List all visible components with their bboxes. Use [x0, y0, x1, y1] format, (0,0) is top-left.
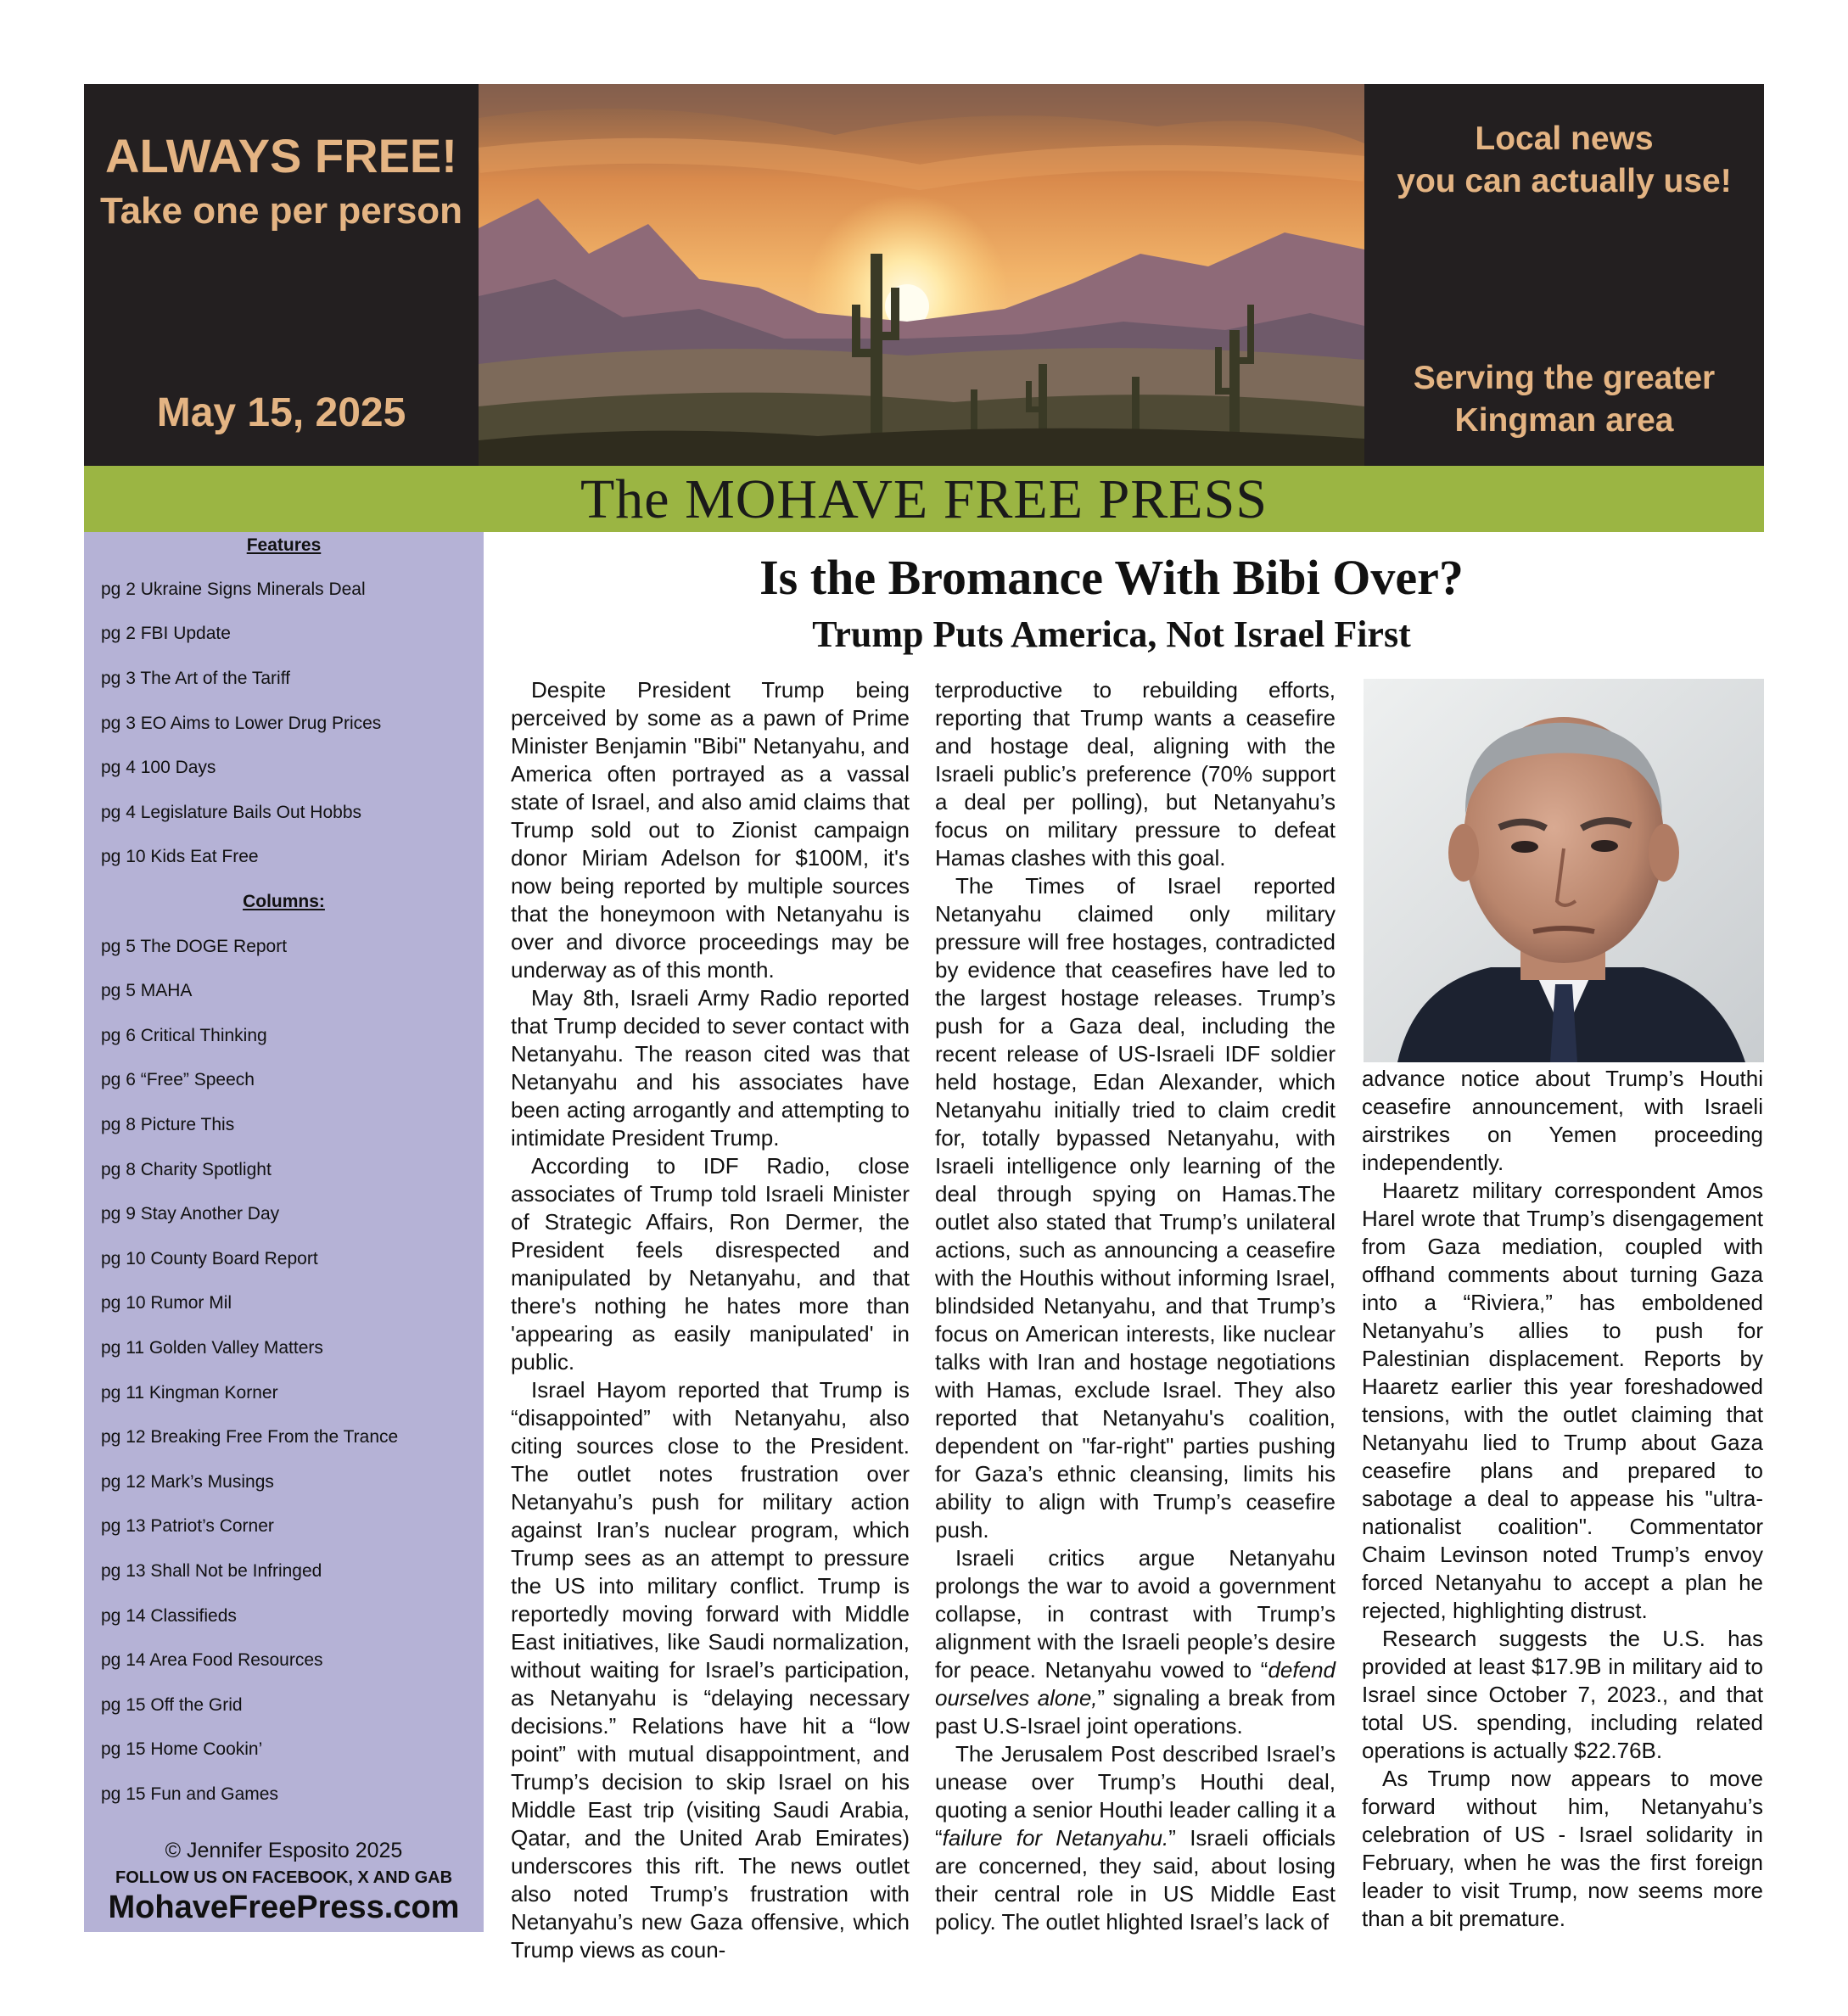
article-paragraph: As Trump now appears to move forward without him, Netanyahu’s celebration of US - Israel solidarity in February, when he was the first foreign leader to visit Trump, now seems more than a bit premature.: [1362, 1766, 1763, 1931]
sidebar-contents: [84, 532, 484, 1932]
column-item: pg 12 Mark’s Musings: [101, 1472, 274, 1492]
feature-item: pg 2 FBI Update: [101, 624, 231, 643]
copyright-notice: © Jennifer Esposito 2025: [165, 1839, 403, 1862]
quote-emphasis: defend ourselves alone,: [935, 1657, 1336, 1711]
column-item: pg 9 Stay Another Day: [101, 1204, 280, 1224]
article-subheadline: Trump Puts America, Not Israel First: [812, 613, 1411, 655]
column-item: pg 6 “Free” Speech: [101, 1070, 255, 1089]
article-paragraph: Research suggests the U.S. has provided at least $17.9B in military aid to Israel since October 7, 2023., and that total US. spending, including related operations is actually $22.76B.: [1362, 1626, 1763, 1763]
column-item: pg 11 Kingman Korner: [101, 1383, 278, 1403]
column-item: pg 5 The DOGE Report: [101, 937, 288, 956]
column-item: pg 10 Rumor Mil: [101, 1293, 232, 1313]
feature-item: pg 3 EO Aims to Lower Drug Prices: [101, 714, 382, 733]
article-column-1: [511, 676, 910, 1964]
article-paragraph: May 8th, Israeli Army Radio reported that Trump decided to sever contact with Netanyahu. The reason cited was that Netanyahu and his associates have been acting arrogantly and attempting to intimidate President Trump.: [511, 985, 910, 1151]
masthead-right-panel: [1364, 84, 1764, 466]
website-link[interactable]: MohaveFreePress.com: [108, 1890, 460, 1925]
article-paragraph-continued: advance notice about Trump’s Houthi ceasefire announcement, with Israeli airstrikes on Yemen proceeding independently.: [1362, 1066, 1763, 1175]
column-item: pg 15 Fun and Games: [101, 1784, 278, 1804]
masthead-left-panel: [84, 84, 479, 466]
article-paragraph: [935, 1740, 1336, 1936]
column-item: pg 5 MAHA: [101, 981, 193, 1000]
column-item: pg 15 Home Cookin’: [101, 1739, 263, 1759]
article-paragraph: The Times of Israel reported Netanyahu claimed only military pressure will free hostages, contradicted by evidence that ceasefires have led to the largest hostage releases. Trump’s push for a Gaza deal, including the recent release of US-Israeli IDF soldier held hostage, Edan Alexander, which Netanyahu initially tried to claim credit for, totally bypassed Netanyahu, with Israeli intelligence only learning of the deal through spying on Hamas.The outlet also stated that Trump’s unilateral actions, such as announcing a ceasefire with the Houthis without informing Israel, blindsided Netanyahu, and that Trump’s focus on American interests, like nuclear talks with Iran and hostage negotiations with Hamas, exclude Israel. They also reported that Netanyahu's coalition, dependent on "far-right" parties pushing for Gaza’s ethnic cleansing, limits his ability to align with Trump’s ceasefire push.: [935, 873, 1336, 1543]
column-item: pg 8 Picture This: [101, 1115, 235, 1134]
paragraph-text: Israeli critics argue Netanyahu prolongs the war to avoid a government collapse, in contrast with Trump’s alignment with the Israeli people’s desire for peace. Netanyahu vowed to “: [935, 1545, 1336, 1683]
feature-item: pg 4 100 Days: [101, 758, 216, 777]
tagline-local-news: Local news you can actually use!: [1397, 120, 1732, 199]
columns-heading: Columns:: [243, 892, 325, 911]
column-item: pg 10 County Board Report: [101, 1249, 318, 1268]
feature-item: pg 10 Kids Eat Free: [101, 847, 259, 866]
article-headline: Is the Bromance With Bibi Over?: [759, 550, 1464, 605]
desert-sunset-saguaro-image: [479, 84, 1364, 466]
column-item: pg 11 Golden Valley Matters: [101, 1338, 323, 1358]
column-item: pg 14 Classifieds: [101, 1606, 237, 1626]
take-one-notice: Take one per person: [99, 190, 463, 232]
paragraph-text: ” Israeli officials are concerned, they said, about losing their central role in US Middle East policy. The outlet hlighted Israel’s lack of: [935, 1825, 1336, 1935]
article-paragraph: According to IDF Radio, close associates of Trump told Israeli Minister of Strategic Affairs, Ron Dermer, the President feels disrespected and manipulated by Netanyahu, and that there's nothing he hates more than 'appearing as easily manipulated' in public.: [511, 1153, 910, 1375]
column-item: pg 13 Shall Not be Infringed: [101, 1561, 322, 1581]
article-column-2: [935, 676, 1336, 1936]
article-paragraph: [935, 1544, 1336, 1740]
column-item: pg 13 Patriot’s Corner: [101, 1516, 274, 1536]
tagline-service-area: Serving the greater Kingman area: [1413, 360, 1716, 439]
netanyahu-portrait-image: [1364, 679, 1764, 1062]
column-item: pg 12 Breaking Free From the Trance: [101, 1427, 399, 1447]
feature-item: pg 4 Legislature Bails Out Hobbs: [101, 803, 362, 822]
feature-item: pg 2 Ukraine Signs Minerals Deal: [101, 580, 366, 599]
title-band: [84, 466, 1764, 532]
column-item: pg 14 Area Food Resources: [101, 1650, 323, 1670]
column-item: pg 6 Critical Thinking: [101, 1026, 267, 1045]
always-free-banner: ALWAYS FREE!: [105, 129, 457, 182]
issue-date: May 15, 2025: [156, 390, 406, 435]
feature-item: pg 3 The Art of the Tariff: [101, 669, 290, 688]
column-item: pg 8 Charity Spotlight: [101, 1160, 272, 1179]
quote-emphasis: failure for Netanyahu.: [942, 1825, 1169, 1851]
features-heading: Features: [246, 535, 322, 555]
paragraph-text: ” signaling a break from past U.S-Israel joint operations.: [935, 1685, 1336, 1739]
masthead: [84, 84, 1764, 466]
article-paragraph: Israel Hayom reported that Trump is “disappointed” with Netanyahu, also citing sources close to the President. The outlet notes frustration over Netanyahu’s push for military action against Iran’s nuclear program, which Trump sees as an attempt to pressure the US into military conflict. Trump is reportedly moving forward with Middle East initiatives, like Saudi normalization, without waiting for Israel’s participation, as Netanyahu is “delaying necessary decisions.” Relations have hit a “low point” with mutual disappointment, and Trump’s decision to skip Israel on his Middle East trip (visiting Saudi Arabia, Qatar, and the United Arab Emirates) underscores this rift. The news outlet also noted Trump’s frustration with Netanyahu’s new Gaza offensive, which Trump views as coun-: [511, 1377, 910, 1963]
social-follow-notice: FOLLOW US ON FACEBOOK, X AND GAB: [115, 1868, 453, 1887]
article-paragraph: Despite President Trump being perceived by some as a pawn of Prime Minister Benjamin "Bibi" Netanyahu, and America often portrayed as a vassal state of Israel, and also amid claims that Trump sold out to Zionist campaign donor Miriam Adelson for $100M, it's now being reported by multiple sources that the honeymoon with Netanyahu is over and divorce proceedings may be underway as of this month.: [511, 677, 910, 983]
column-item: pg 15 Off the Grid: [101, 1695, 243, 1715]
article-paragraph: Haaretz military correspondent Amos Harel wrote that Trump’s disengagement from Gaza mediation, coupled with offhand comments about turning Gaza into a “Riviera,” has emboldened Netanyahu’s allies to push for Palestinian displacement. Reports by Haaretz earlier this year foreshadowed tensions, with the outlet claiming that Netanyahu lied to Trump about Gaza ceasefire plans and prepared to sabotage a deal to appease his "ultra-nationalist coalition". Commentator Chaim Levinson noted Trump’s envoy forced Netanyahu to accept a plan he rejected, highlighting distrust.: [1362, 1178, 1763, 1623]
newspaper-title: The MOHAVE FREE PRESS: [580, 468, 1268, 530]
article-paragraph-continued: terproductive to rebuilding efforts, reporting that Trump wants a ceasefire and hostage deal, aligning with the Israeli public’s preference (70% support a deal per polling), but Netanyahu’s focus on military pressure to defeat Hamas clashes with this goal.: [935, 677, 1336, 871]
paragraph-text: The Jerusalem Post described Israel’s unease over Trump’s Houthi deal, quoting a senior Houthi leader calling it a “: [935, 1741, 1336, 1851]
article-column-3: [1362, 1065, 1763, 1933]
